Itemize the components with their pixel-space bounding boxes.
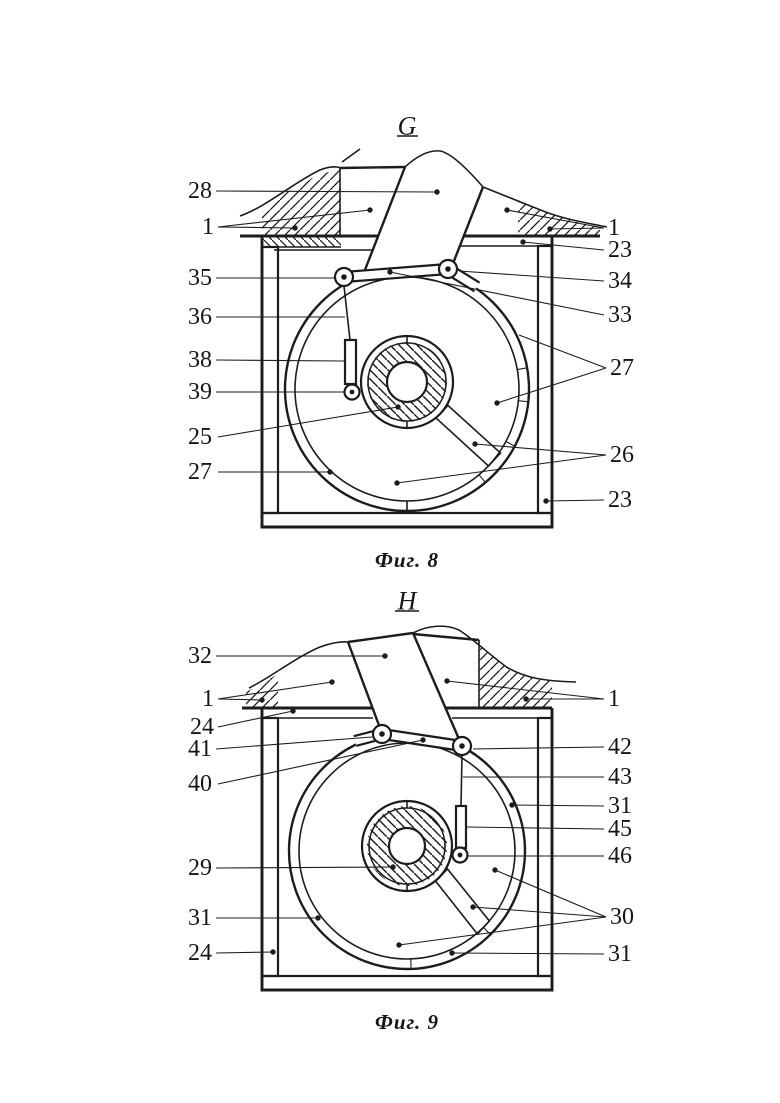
fig9-callout-32: 32 xyxy=(188,643,212,669)
fig8-callout-36: 36 xyxy=(188,304,212,330)
fig9-callout-1-left: 1 xyxy=(202,686,214,712)
fig9-callout-31-lower-right: 31 xyxy=(608,941,632,967)
fig8-callout-33: 33 xyxy=(608,302,632,328)
fig8-callout-39: 39 xyxy=(188,379,212,405)
fig8-callout-1-right: 1 xyxy=(608,215,620,241)
fig9-callout-31-upper-right: 31 xyxy=(608,793,632,819)
fig9-callout-29: 29 xyxy=(188,855,212,881)
fig8-callout-23-top: 23 xyxy=(608,237,632,263)
fig8-callout-27-left: 27 xyxy=(188,459,212,485)
fig9-callout-30: 30 xyxy=(610,904,634,930)
fig9-callout-43: 43 xyxy=(608,764,632,790)
fig9-callout-46: 46 xyxy=(608,843,632,869)
fig8-callout-25: 25 xyxy=(188,424,212,450)
fig9-hub xyxy=(362,801,452,891)
fig9-link-rod xyxy=(461,755,462,806)
fig9-caption: Фиг. 9 xyxy=(374,1010,440,1034)
fig8-callout-23-bottom: 23 xyxy=(608,487,632,513)
fig8-slider xyxy=(345,340,356,384)
fig9-view-letter: H xyxy=(397,586,417,616)
fig9-shaft-bore xyxy=(389,828,425,864)
fig9-callout-1-right: 1 xyxy=(608,686,620,712)
fig8-top-plate-hatch xyxy=(262,236,341,247)
fig9-callout-41: 41 xyxy=(188,736,212,762)
fig8-callout-28: 28 xyxy=(188,178,212,204)
fig9-callout-24-bottom: 24 xyxy=(188,940,212,966)
fig9-callout-24-top: 24 xyxy=(190,714,214,740)
fig8-callout-34: 34 xyxy=(608,268,632,294)
fig9-callout-42: 42 xyxy=(608,734,632,760)
fig8-callout-1-left: 1 xyxy=(202,214,214,240)
fig9-slider xyxy=(456,806,466,848)
fig9-callout-45: 45 xyxy=(608,816,632,842)
fig8-callout-35: 35 xyxy=(188,265,212,291)
fig9-callout-31-left: 31 xyxy=(188,905,212,931)
fig8-callout-27-right: 27 xyxy=(610,355,634,381)
fig8-hub xyxy=(361,336,453,428)
fig8-callout-38: 38 xyxy=(188,347,212,373)
fig8-callout-26: 26 xyxy=(610,442,634,468)
fig9-callout-40: 40 xyxy=(188,771,212,797)
fig8-shaft-bore xyxy=(387,362,427,402)
fig8-view-letter: G xyxy=(397,111,417,141)
fig8-caption: Фиг. 8 xyxy=(374,548,440,572)
